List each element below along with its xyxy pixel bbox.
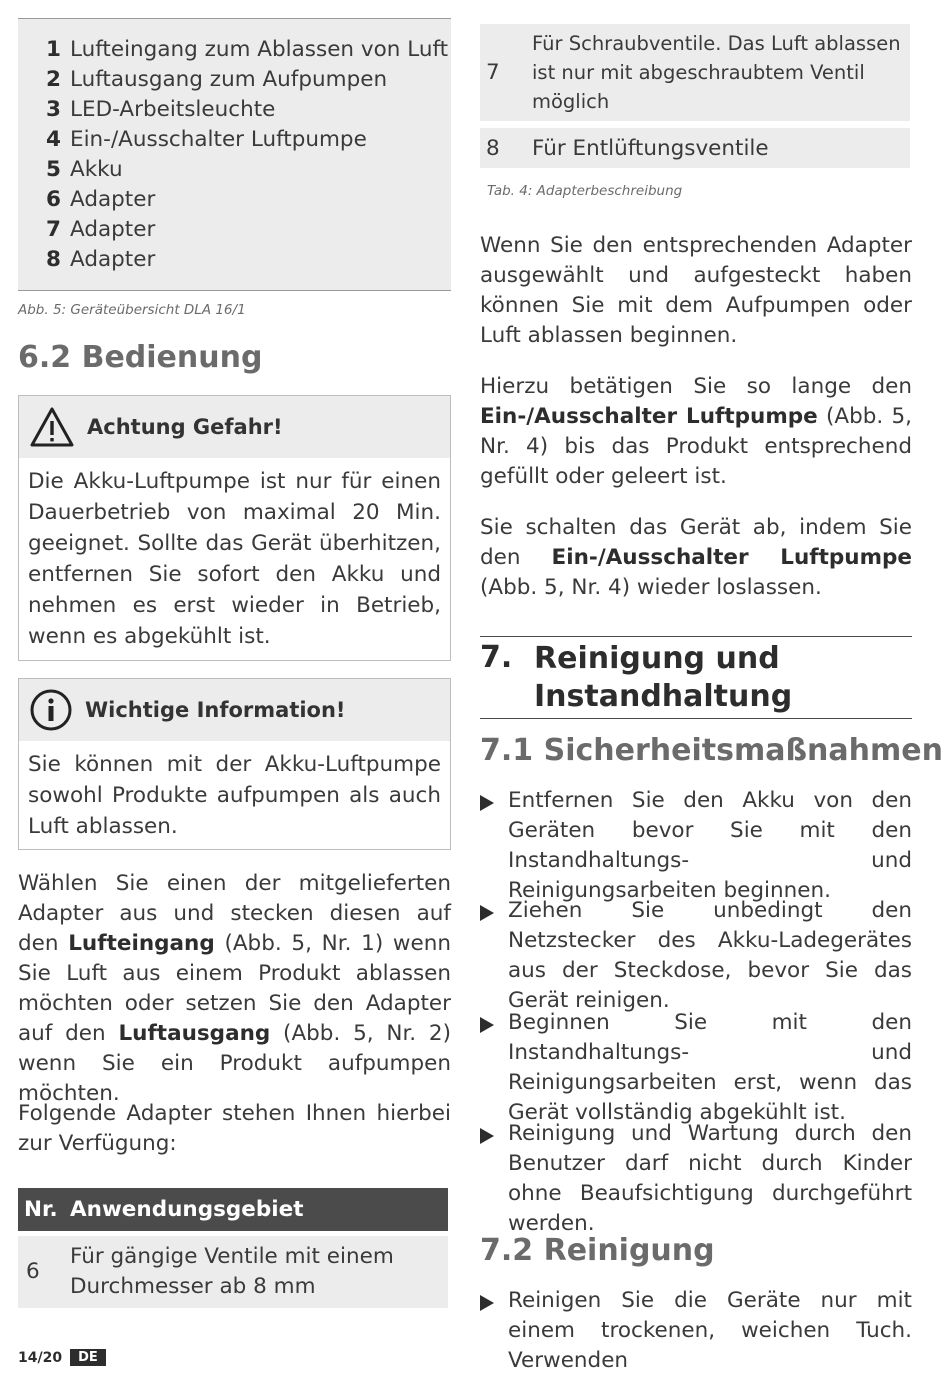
- figure-caption: Abb. 5: Geräteübersicht DLA 16/1: [18, 302, 246, 318]
- table-row: 7 Für Schraubventile. Das Luft ablassen ist nur mit abgeschraubtem Ventil möglich: [480, 24, 910, 121]
- table-row: 8 Für Entlüftungsventile: [480, 128, 910, 168]
- info-text: Sie können mit der Akku-Luftpumpe sowohl Produkte aufpumpen als auch Luft ablassen.: [28, 752, 441, 839]
- table-caption: Tab. 4: Adapterbeschreibung: [487, 183, 683, 199]
- table-header: [18, 1188, 448, 1231]
- parts-item: 8 Adapter: [46, 247, 156, 272]
- chapter-heading-7: [480, 636, 912, 719]
- bullet-triangle-icon: [480, 1295, 494, 1311]
- parts-item: 5 Akku: [46, 157, 123, 182]
- page-footer: [18, 1349, 106, 1366]
- list-item: Beginnen Sie mit den Instandhaltungs- und Reinigungsarbeiten erst, wenn das Gerät vollständig abgekühlt ist.: [480, 1008, 912, 1128]
- section-heading-7-1: 7.1 Sicherheitsmaßnahmen: [480, 733, 943, 768]
- parts-item: 3 LED-Arbeitsleuchte: [46, 97, 276, 122]
- bullet-triangle-icon: [480, 905, 494, 921]
- bullet-triangle-icon: [480, 795, 494, 811]
- warning-title: Achtung Gefahr!: [87, 415, 283, 439]
- warning-text: Die Akku-Luftpumpe ist nur für einen Dauerbetrieb von maximal 20 Min. geeignet. Sollte das Gerät überhitzen, entfernen Sie sofort den Akku und nehmen es erst wieder in Betrieb, wenn es abgekühlt ist.: [28, 469, 441, 649]
- press-paragraph: Hierzu betätigen Sie so lange den Ein-/Ausschalter Luftpumpe (Abb. 5, Nr. 4) bis das Produkt entsprechend gefüllt oder geleert ist.: [480, 374, 912, 489]
- adapter-paragraph: Wählen Sie einen der mitgelieferten Adapter aus und stecken diesen auf den Lufteingang (Abb. 5, Nr. 1) wenn Sie Luft aus einem Produkt ablassen möchten oder setzen Sie den Adapter auf den Luftausgang (Abb. 5, Nr. 2) wenn Sie ein Produkt aufpumpen möchten.: [18, 871, 451, 1106]
- warning-triangle-icon: [29, 406, 75, 448]
- chapter-title: Reinigung und Instandhaltung: [534, 641, 793, 714]
- start-paragraph: Wenn Sie den entsprechenden Adapter ausgewählt und aufgesteckt haben können Sie mit dem Aufpumpen oder Luft ablassen beginnen.: [480, 233, 912, 348]
- info-box: [18, 678, 451, 850]
- info-circle-icon: [29, 688, 73, 732]
- bullet-triangle-icon: [480, 1017, 494, 1033]
- table-row: 6 Für gängige Ventile mit einem Durchmesser ab 8 mm: [18, 1236, 448, 1308]
- info-title: Wichtige Information!: [85, 698, 346, 722]
- parts-item: 1 Lufteingang zum Ablassen von Luft: [46, 37, 449, 62]
- language-badge: DE: [70, 1349, 106, 1366]
- parts-item: 6 Adapter: [46, 187, 156, 212]
- table-header-nr: Nr.: [24, 1197, 58, 1222]
- info-header: [19, 679, 450, 741]
- page-number: 14/20: [18, 1349, 63, 1366]
- list-item: Reinigen Sie die Geräte nur mit einem trockenen, weichen Tuch. Verwenden: [480, 1286, 912, 1346]
- table-header-area: Anwendungsgebiet: [70, 1197, 304, 1222]
- parts-list: [18, 18, 451, 291]
- list-item: Entfernen Sie den Akku von den Geräten bevor Sie mit den Instandhaltungs- und Reinigungsarbeiten beginnen.: [480, 786, 912, 906]
- chapter-number: 7.: [480, 640, 513, 675]
- off-paragraph: Sie schalten das Gerät ab, indem Sie den Ein-/Ausschalter Luftpumpe (Abb. 5, Nr. 4) wieder loslassen.: [480, 515, 912, 600]
- section-heading-7-2: 7.2 Reinigung: [480, 1233, 715, 1268]
- warning-header: [19, 396, 450, 458]
- parts-item: 7 Adapter: [46, 217, 156, 242]
- warning-box: [18, 395, 451, 661]
- list-item: Ziehen Sie unbedingt den Netzstecker des Akku-Ladegerätes aus der Steckdose, bevor Sie das Gerät reinigen.: [480, 896, 912, 1016]
- parts-item: 2 Luftausgang zum Aufpumpen: [46, 67, 388, 92]
- list-item: Reinigung und Wartung durch den Benutzer darf nicht durch Kinder ohne Beaufsichtigung durchgeführt werden.: [480, 1119, 912, 1239]
- section-heading-6-2: 6.2 Bedienung: [18, 340, 263, 375]
- bullet-triangle-icon: [480, 1128, 494, 1144]
- parts-item: 4 Ein-/Ausschalter Luftpumpe: [46, 127, 367, 152]
- available-paragraph: Folgende Adapter stehen Ihnen hierbei zur Verfügung:: [18, 1101, 451, 1156]
